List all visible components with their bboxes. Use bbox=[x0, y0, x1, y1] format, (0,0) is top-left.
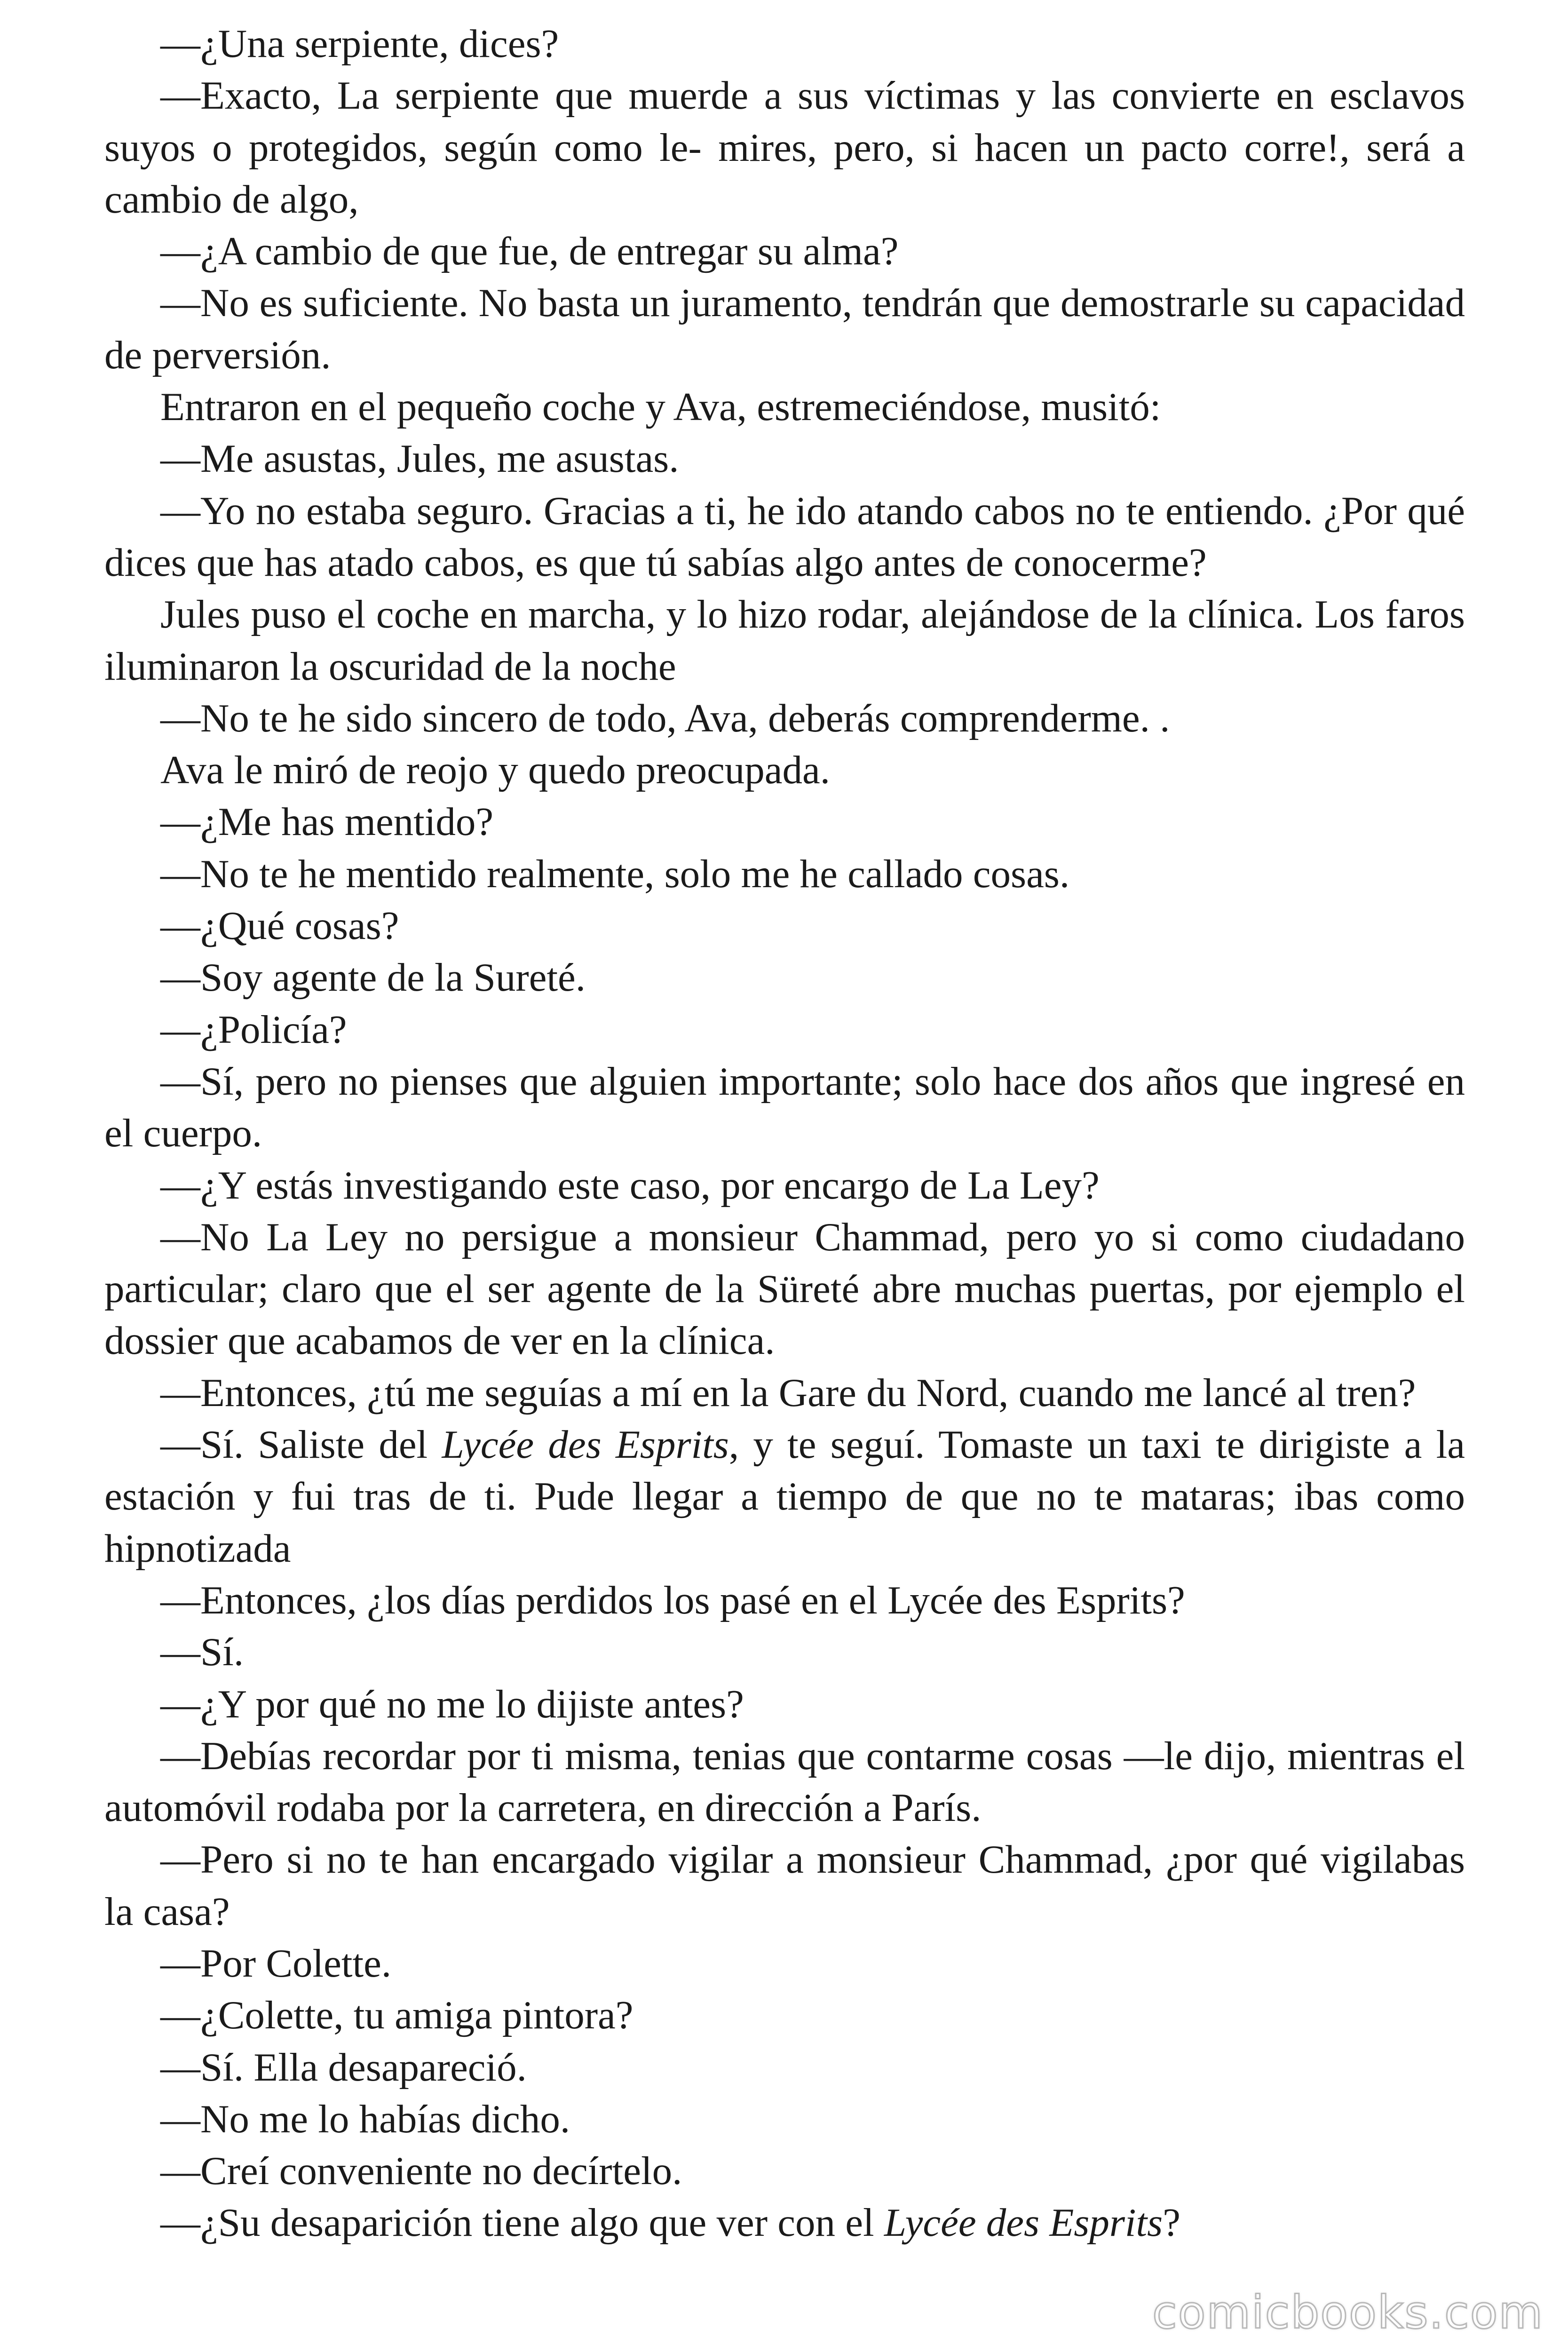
paragraph: Entraron en el pequeño coche y Ava, estremeciéndose, musitó: bbox=[160, 385, 1161, 429]
paragraph: —Por Colette. bbox=[160, 1941, 392, 1986]
italic-title: Lycée des Esprits bbox=[884, 2201, 1163, 2245]
paragraph: —¿Colette, tu amiga pintora? bbox=[160, 1993, 634, 2038]
paragraph: —No es suficiente. No basta un juramento, tendrán que demostrarle su capacidad de perversión. bbox=[104, 281, 1465, 377]
paragraph: —No te he sido sincero de todo, Ava, deberás comprenderme. . bbox=[160, 696, 1170, 740]
paragraph: Ava le miró de reojo y quedo preocupada. bbox=[160, 748, 830, 793]
italic-title: Lycée des Esprits bbox=[442, 1422, 729, 1467]
paragraph: —Entonces, ¿los días perdidos los pasé en el Lycée des Esprits? bbox=[160, 1578, 1185, 1622]
paragraph: —Sí, pero no pienses que alguien importante; solo hace dos años que ingresé en el cuerpo. bbox=[104, 1059, 1465, 1156]
paragraph: —¿A cambio de que fue, de entregar su alma? bbox=[160, 229, 899, 274]
paragraph: —¿Y estás investigando este caso, por encargo de La Ley? bbox=[160, 1163, 1100, 1208]
paragraph: —¿Y por qué no me lo dijiste antes? bbox=[160, 1682, 744, 1726]
paragraph: —Me asustas, Jules, me asustas. bbox=[160, 437, 679, 481]
paragraph: —Sí. Ella desapareció. bbox=[160, 2045, 527, 2090]
paragraph: —Sí. Saliste del Lycée des Esprits, y te seguí. Tomaste un taxi te dirigiste a la estación y fui tras de ti. Pude llegar a tiempo de que no te mataras; ibas como hipnotizada bbox=[104, 1422, 1465, 1571]
paragraph: —Entonces, ¿tú me seguías a mí en la Gare du Nord, cuando me lancé al tren? bbox=[160, 1370, 1416, 1415]
paragraph: —¿Una serpiente, dices? bbox=[160, 22, 559, 66]
paragraph: Jules puso el coche en marcha, y lo hizo rodar, alejándose de la clínica. Los faros iluminaron la oscuridad de la noche bbox=[104, 592, 1465, 689]
paragraph: —Exacto, La serpiente que muerde a sus víctimas y las convierte en esclavos suyos o protegidos, según como le- mires, pero, si hacen un pacto corre!, será a cambio de algo, bbox=[104, 73, 1465, 222]
paragraph: —Debías recordar por ti misma, tenias que contarme cosas —le dijo, mientras el automóvil rodaba por la carretera, en dirección a París. bbox=[104, 1733, 1465, 1830]
watermark-logo: comicbooks.com bbox=[1152, 2286, 1544, 2339]
paragraph: —No te he mentido realmente, solo me he callado cosas. bbox=[160, 851, 1070, 896]
paragraph: —Creí conveniente no decírtelo. bbox=[160, 2149, 682, 2193]
paragraph: —¿Policía? bbox=[160, 1007, 347, 1052]
book-page-text bbox=[104, 18, 1465, 2249]
paragraph: —Yo no estaba seguro. Gracias a ti, he ido atando cabos no te entiendo. ¿Por qué dices que has atado cabos, es que tú sabías algo antes de conocerme? bbox=[104, 488, 1465, 585]
paragraph: —Sí. bbox=[160, 1630, 244, 1675]
paragraph: —No La Ley no persigue a monsieur Chammad, pero yo si como ciudadano particular; claro que el ser agente de la Süreté abre muchas puertas, por ejemplo el dossier que acabamos de ver en la clínica. bbox=[104, 1215, 1465, 1363]
paragraph: —No me lo habías dicho. bbox=[160, 2097, 570, 2141]
paragraph: —Pero si no te han encargado vigilar a monsieur Chammad, ¿por qué vigilabas la casa? bbox=[104, 1837, 1465, 1934]
paragraph: —¿Me has mentido? bbox=[160, 800, 494, 844]
paragraph: —¿Qué cosas? bbox=[160, 904, 399, 948]
paragraph: —Soy agente de la Sureté. bbox=[160, 955, 586, 1000]
paragraph: —¿Su desaparición tiene algo que ver con el Lycée des Esprits? bbox=[160, 2201, 1180, 2245]
